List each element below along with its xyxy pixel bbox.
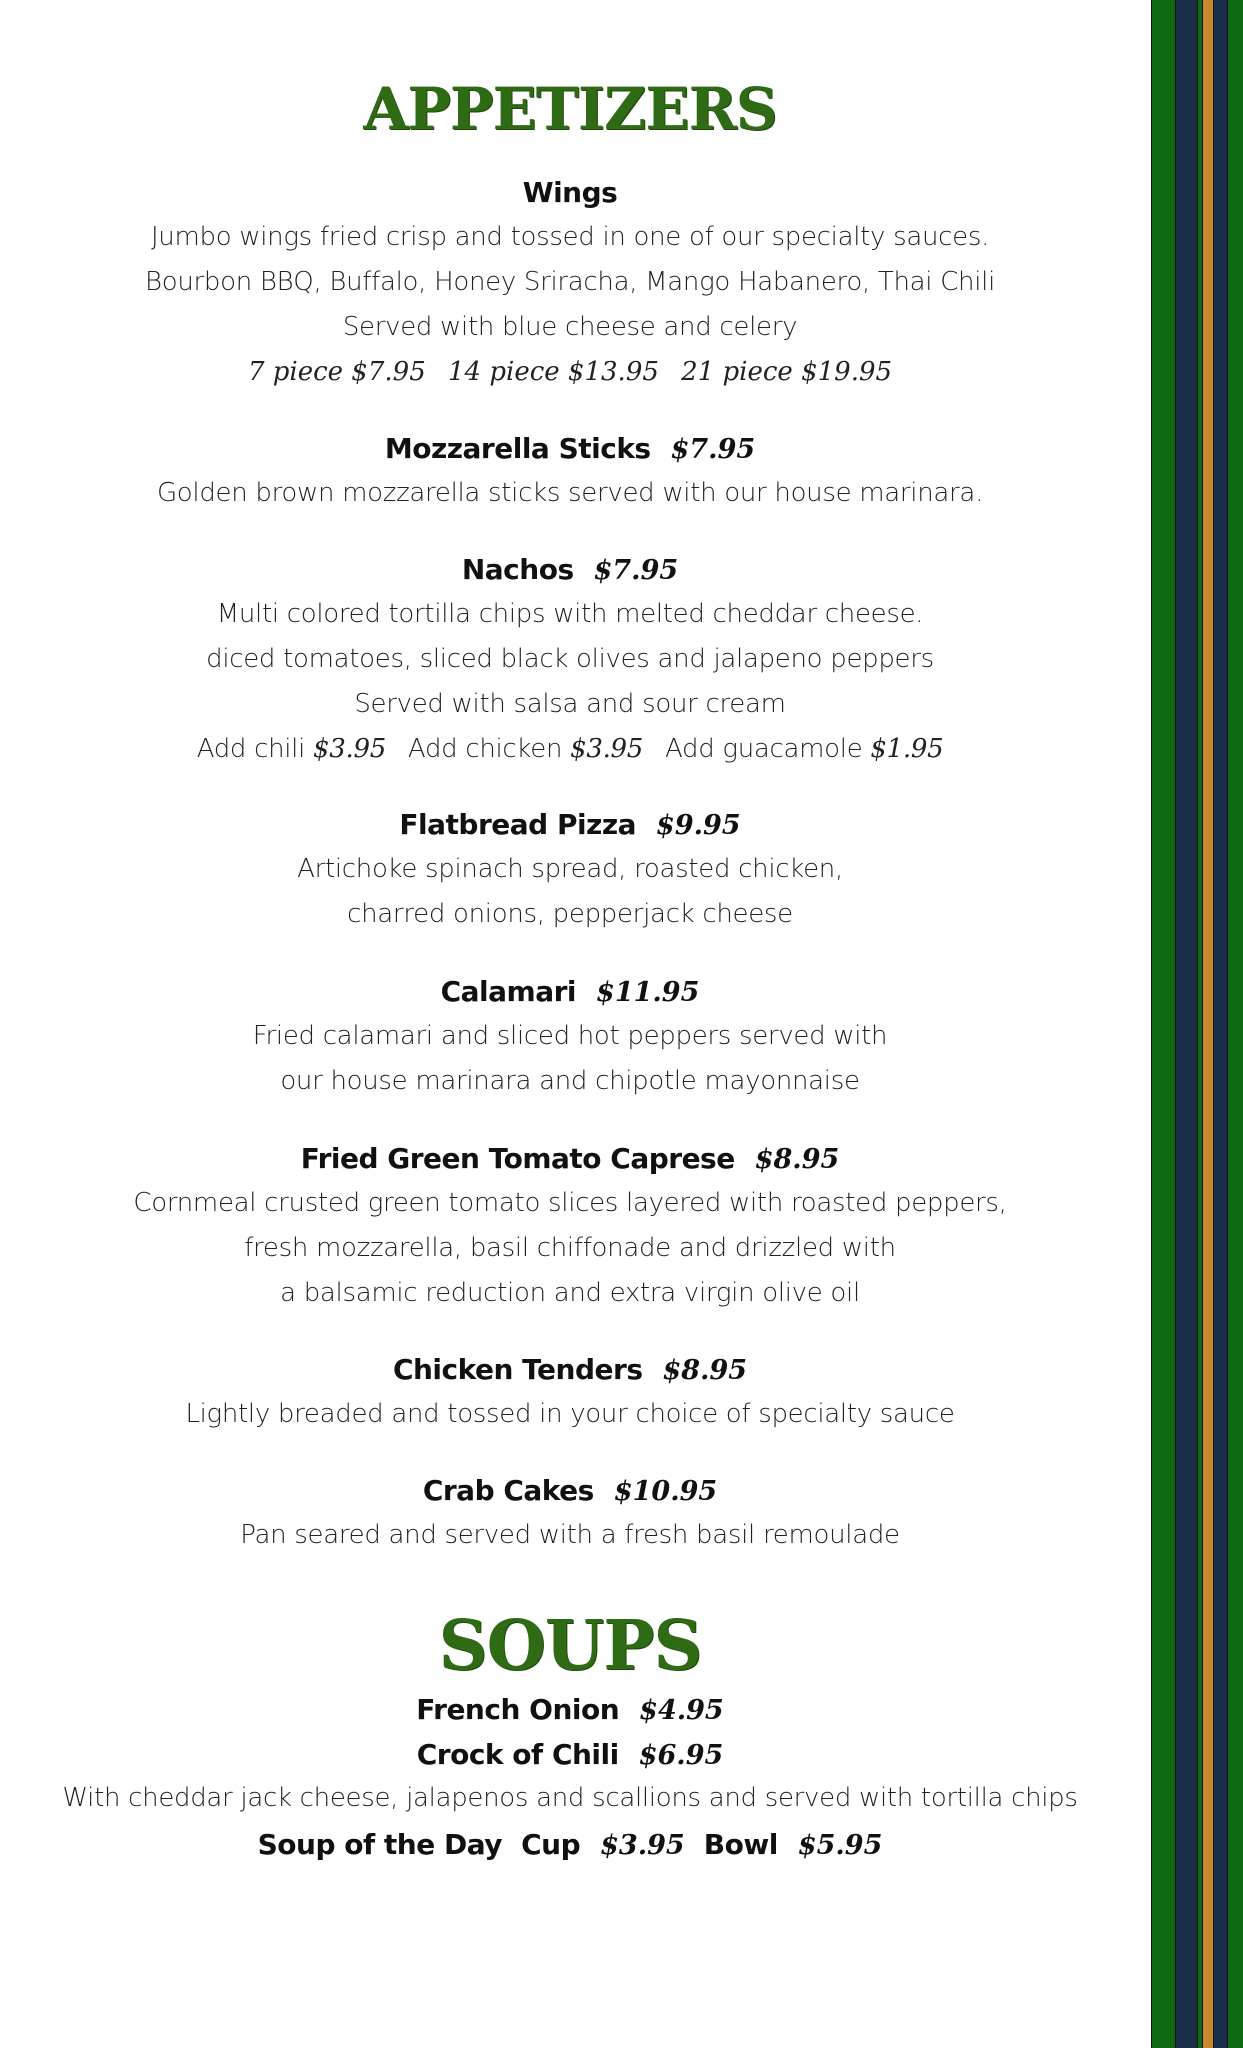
item-description: a balsamic reduction and extra virgin olive oil — [280, 1278, 860, 1308]
item-price: $8.95 — [662, 1355, 748, 1386]
item-description: Jumbo wings fried crisp and tossed in one of our specialty sauces. — [150, 222, 990, 252]
item-name: Calamari — [440, 975, 577, 1008]
item-description: Lightly breaded and tossed in your choice of specialty sauce — [185, 1399, 955, 1429]
addon-price: $1.95 — [870, 734, 944, 764]
item-name: Fried Green Tomato Caprese — [300, 1142, 735, 1175]
item-description: Golden brown mozzarella sticks served with our house marinara. — [156, 478, 984, 508]
item-calamari-heading — [0, 975, 1140, 1008]
stripe-gold — [1202, 0, 1213, 2048]
item-price: $10.95 — [613, 1476, 718, 1507]
cup-price: $3.95 — [600, 1830, 685, 1861]
item-description: Served with salsa and sour cream — [354, 689, 786, 719]
item-name: French Onion — [416, 1693, 620, 1726]
nachos-addons — [0, 734, 1140, 764]
item-price: $4.95 — [639, 1695, 724, 1726]
item-description: Bourbon BBQ, Buffalo, Honey Sriracha, Mango Habanero, Thai Chili — [144, 267, 995, 297]
portion-option: 21 piece $19.95 — [681, 357, 893, 387]
item-description: Served with blue cheese and celery — [342, 312, 798, 342]
item-description: charred onions, pepperjack cheese — [347, 899, 793, 929]
portion-option: 14 piece $13.95 — [448, 357, 659, 387]
item-description: Artichoke spinach spread, roasted chicken, — [297, 854, 843, 884]
soups-title: SOUPS — [438, 1606, 702, 1686]
stripe-green — [1227, 0, 1243, 2048]
item-flatbread-heading — [0, 808, 1140, 841]
item-nachos-heading — [0, 553, 1140, 586]
item-name: Wings — [522, 176, 618, 209]
item-price: $6.95 — [638, 1740, 724, 1771]
bowl-label: Bowl — [703, 1828, 778, 1861]
item-onion-heading — [0, 1693, 1140, 1726]
item-price: $7.95 — [593, 555, 679, 586]
item-name: Mozzarella Sticks — [384, 432, 651, 465]
item-chili-heading — [0, 1738, 1140, 1771]
stripe-navy — [1175, 0, 1197, 2048]
item-name: Soup of the Day — [257, 1828, 503, 1861]
item-soup-of-day-heading — [0, 1828, 1140, 1861]
item-description: Fried calamari and sliced hot peppers served with — [252, 1021, 888, 1051]
appetizers-title: APPETIZERS — [363, 75, 777, 143]
item-price: $9.95 — [656, 810, 741, 841]
item-name: Crab Cakes — [422, 1474, 594, 1507]
stripe-navy — [1213, 0, 1227, 2048]
item-caprese-heading — [0, 1142, 1140, 1175]
item-name: Crock of Chili — [416, 1738, 619, 1771]
stripe-green — [1151, 0, 1175, 2048]
item-name: Chicken Tenders — [392, 1353, 643, 1386]
cup-label: Cup — [521, 1828, 581, 1861]
item-name: Nachos — [461, 553, 574, 586]
item-price: $7.95 — [670, 434, 756, 465]
item-wings-heading — [0, 176, 1140, 209]
addon-label: Add guacamole — [665, 734, 863, 764]
bowl-price: $5.95 — [797, 1830, 883, 1861]
item-price: $11.95 — [596, 977, 700, 1008]
item-description: diced tomatoes, sliced black olives and jalapeno peppers — [206, 644, 934, 674]
addon-label: Add chili — [196, 734, 306, 764]
item-description: Multi colored tortilla chips with melted cheddar cheese. — [216, 599, 924, 629]
item-description: our house marinara and chipotle mayonnaise — [280, 1066, 860, 1096]
addon-label: Add chicken — [407, 734, 563, 764]
addon-price: $3.95 — [313, 734, 386, 764]
item-crab-heading — [0, 1474, 1140, 1507]
portion-option: 7 piece $7.95 — [247, 357, 426, 387]
decorative-stripes — [1151, 0, 1243, 2048]
item-description: fresh mozzarella, basil chiffonade and drizzled with — [244, 1233, 896, 1263]
item-name: Flatbread Pizza — [399, 808, 637, 841]
addon-price: $3.95 — [570, 734, 644, 764]
item-mozzarella-heading — [0, 432, 1140, 465]
item-description: Cornmeal crusted green tomato slices layered with roasted peppers, — [133, 1188, 1007, 1218]
item-description: Pan seared and served with a fresh basil remoulade — [240, 1520, 900, 1550]
wings-portion-options — [0, 357, 1140, 387]
item-price: $8.95 — [754, 1144, 840, 1175]
item-tenders-heading — [0, 1353, 1140, 1386]
item-description: With cheddar jack cheese, jalapenos and scallions and served with tortilla chips — [62, 1783, 1078, 1813]
